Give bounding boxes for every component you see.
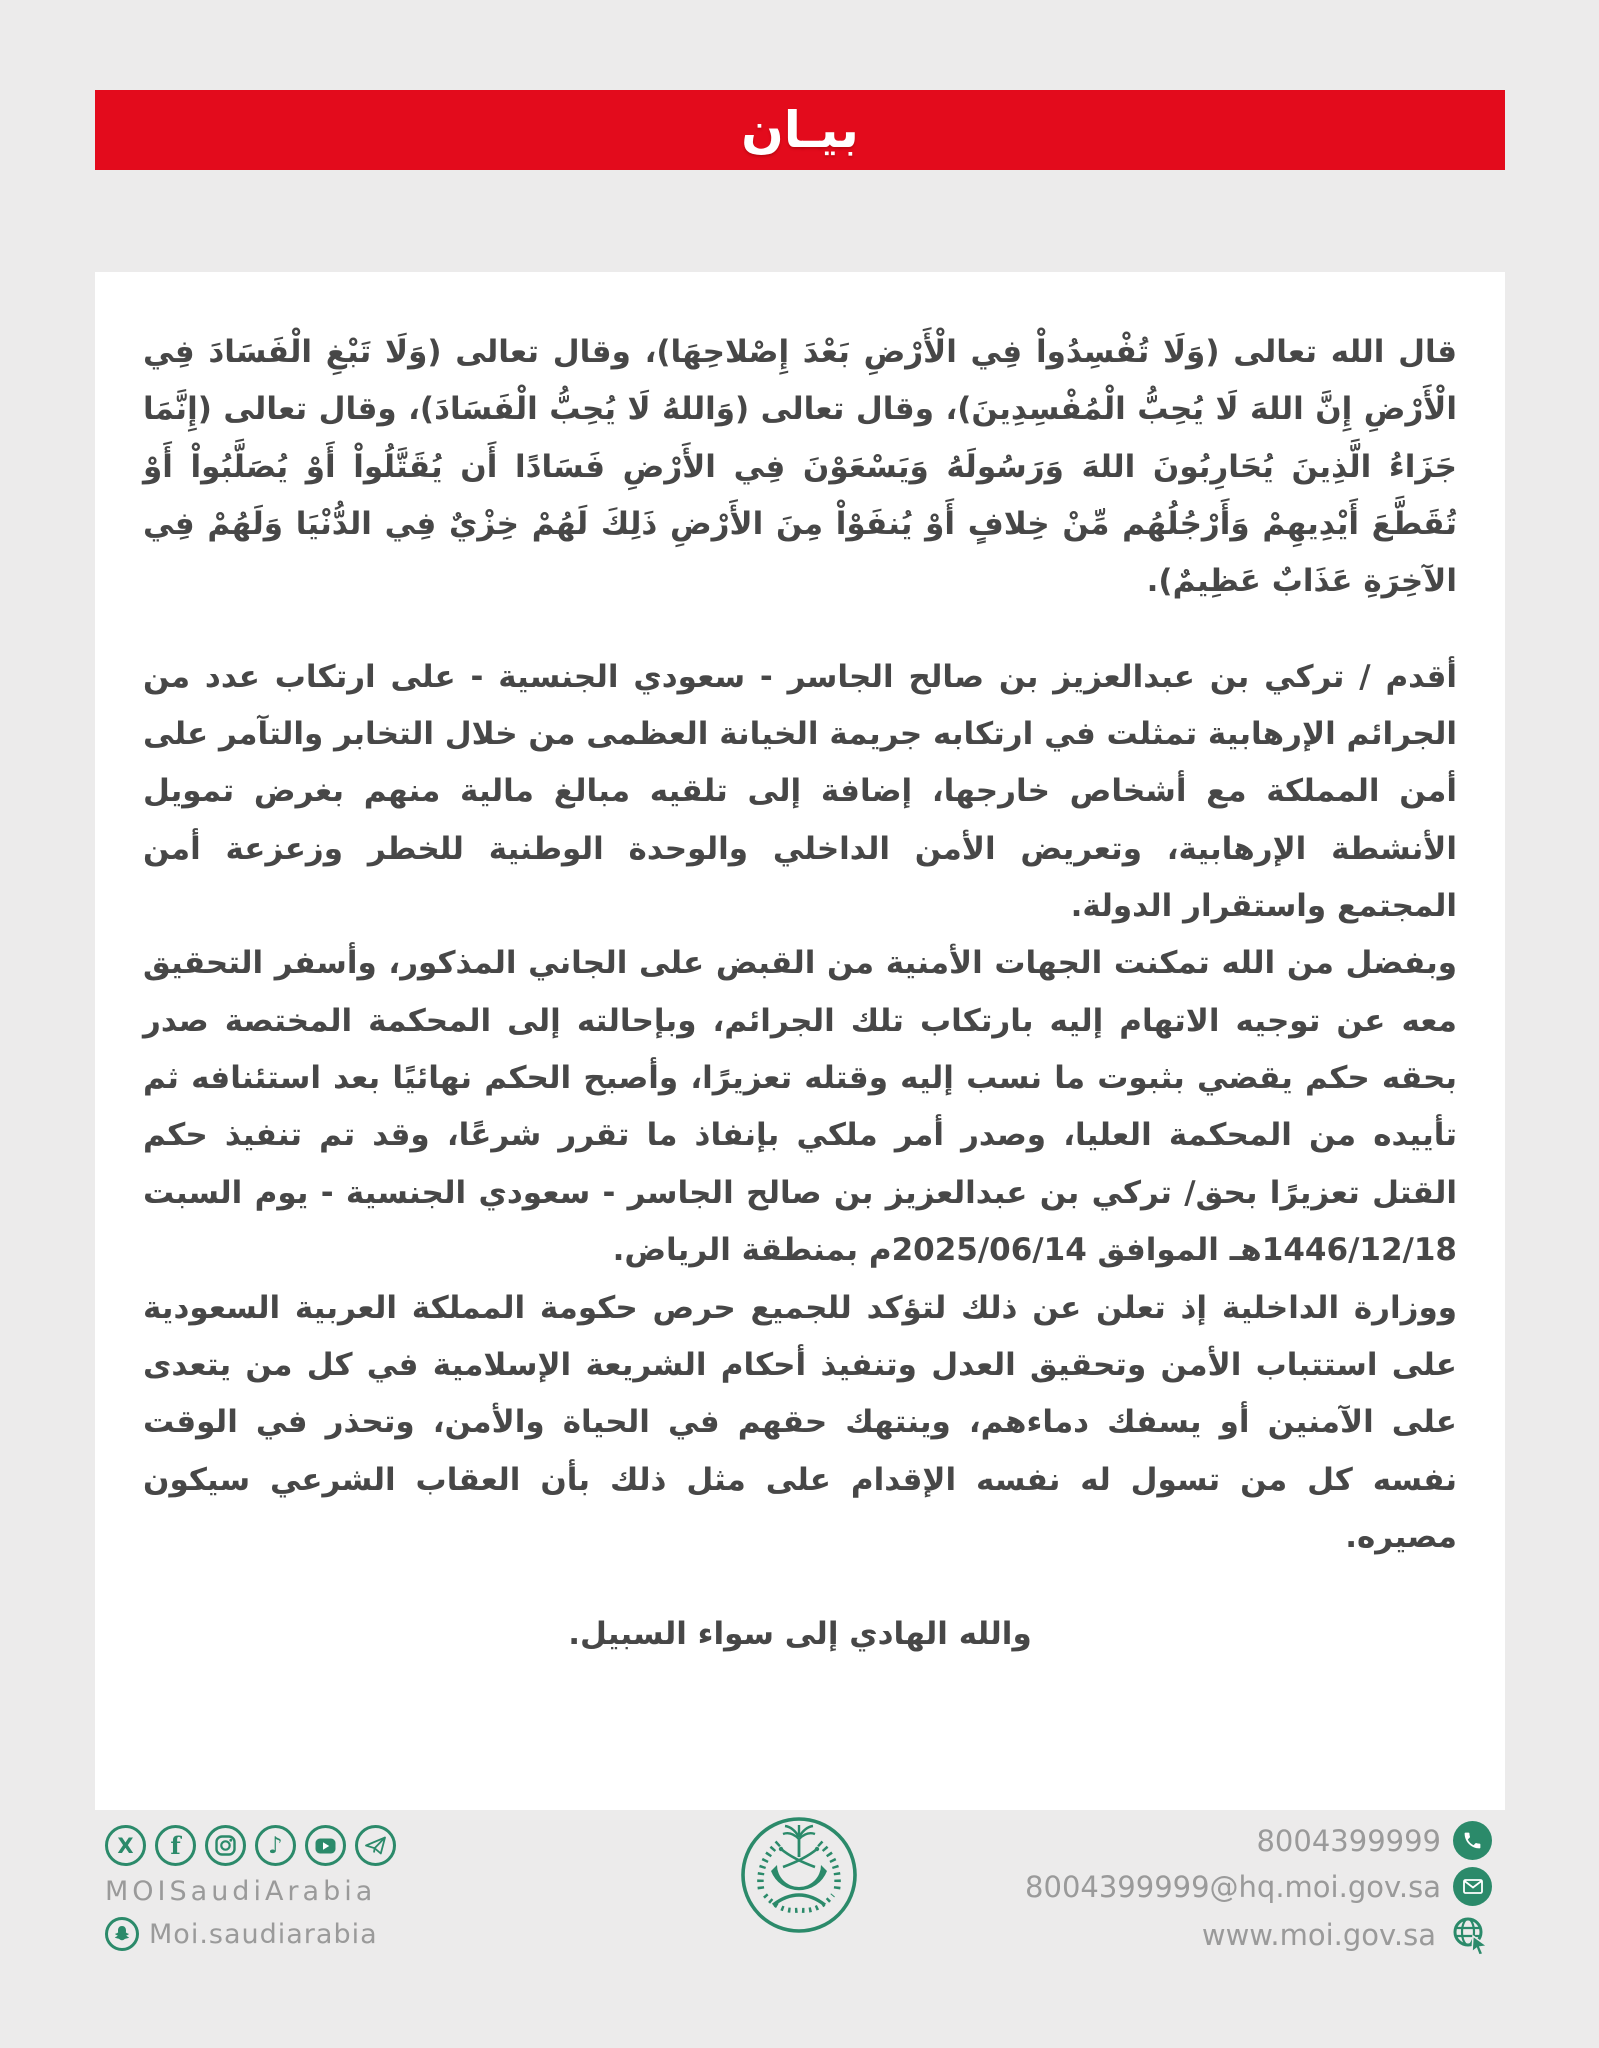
envelope-icon xyxy=(1453,1867,1492,1906)
title-banner xyxy=(95,90,1505,170)
social-handle[interactable]: MOISaudiArabia xyxy=(105,1876,377,1907)
closing-line: والله الهادي إلى سواء السبيل. xyxy=(568,1616,1032,1653)
phone-row xyxy=(1256,1821,1492,1860)
contact-block xyxy=(1025,1821,1492,1957)
footer xyxy=(0,1813,1599,2048)
x-icon[interactable]: X xyxy=(105,1825,146,1866)
phone-icon xyxy=(1453,1821,1492,1860)
snapchat-icon[interactable] xyxy=(105,1917,139,1951)
snapchat-handle[interactable]: Moi.saudiarabia xyxy=(149,1918,378,1950)
moi-emblem xyxy=(735,1813,863,1945)
verdict-paragraph: وبفضل من الله تمكنت الجهات الأمنية من القبض على الجاني المذكور، وأسفر التحقيق معه عن توجيه الاتهام إليه بارتكاب تلك الجرائم، وبإحالته إلى المحكمة المختصة صدر بحقه حكم يقضي بثبوت ما نسب إليه وقتله تعزيرًا، وأصبح الحكم نهائيًا بعد استئنافه ثم تأييده من المحكمة العليا، وصدر أمر ملكي بإنفاذ ما تقرر شرعًا، وقد تم تنفيذ حكم القتل تعزيرًا بحق/ تركي بن عبدالعزيز بن صالح الجاسر - سعودي الجنسية - يوم السبت 1446/12/18هـ الموافق 2025/06/14م بمنطقة الرياض. xyxy=(143,945,1457,1269)
accusation-paragraph: أقدم / تركي بن عبدالعزيز بن صالح الجاسر - سعودي الجنسية - على ارتكاب عدد من الجرائم الإرهابية تمثلت في ارتكابه جريمة الخيانة العظمى من خلال التخابر والتآمر على أمن المملكة مع أشخاص خارجها، إضافة إلى تلقيه مبالغ مالية منهم بغرض تمويل الأنشطة الإرهابية، وتعريض الأمن الداخلي والوحدة الوطنية للخطر وزعزعة أمن المجتمع واستقرار الدولة. xyxy=(143,658,1457,925)
moi-emblem-icon xyxy=(735,1813,863,1941)
instagram-icon[interactable] xyxy=(205,1825,246,1866)
quran-verses-paragraph: قال الله تعالى (وَلَا تُفْسِدُواْ فِي الْأَرْضِ بَعْدَ إِصْلاحِهَا)، وقال تعالى (وَلَا تَبْغِ الْفَسَادَ فِي الْأَرْضِ إِنَّ اللهَ لَا يُحِبُّ الْمُفْسِدِينَ)، وقال تعالى (وَاللهُ لَا يُحِبُّ الْفَسَادَ)، وقال تعالى (إِنَّمَا جَزَاءُ الَّذِينَ يُحَارِبُونَ اللهَ وَرَسُولَهُ وَيَسْعَوْنَ فِي الأَرْضِ فَسَادًا أَن يُقَتَّلُواْ أَوْ يُصَلَّبُواْ أَوْ تُقَطَّعَ أَيْدِيهِمْ وَأَرْجُلُهُم مِّنْ خِلافٍ أَوْ يُنفَوْاْ مِنَ الأَرْضِ ذَلِكَ لَهُمْ خِزْيٌ فِي الدُّنْيَا وَلَهُمْ فِي الآخِرَةِ عَذَابٌ عَظِيمٌ). xyxy=(143,334,1457,600)
tiktok-icon[interactable]: ♪ xyxy=(255,1825,296,1866)
social-icons-row xyxy=(105,1825,396,1866)
email-row xyxy=(1025,1867,1492,1906)
snapchat-row xyxy=(105,1917,396,1951)
website-row xyxy=(1202,1913,1492,1957)
website-url[interactable]: www.moi.gov.sa xyxy=(1201,1918,1436,1952)
page-title: بيـان xyxy=(741,101,859,159)
facebook-icon[interactable]: f xyxy=(155,1825,196,1866)
social-block xyxy=(105,1825,396,1951)
telegram-icon[interactable] xyxy=(355,1825,396,1866)
email-address[interactable]: 8004399999@hq.moi.gov.sa xyxy=(1025,1869,1441,1904)
ministry-declaration-paragraph: ووزارة الداخلية إذ تعلن عن ذلك لتؤكد للجميع حرص حكومة المملكة العربية السعودية على استتباب الأمن وتحقيق العدل وتنفيذ أحكام الشريعة الإسلامية في كل من يتعدى على الآمنين أو يسفك دماءهم، وينتهك حقهم في الحياة والأمن، وتحذر في الوقت نفسه كل من تسول له نفسه الإقدام على مثل ذلك بأن العقاب الشرعي سيكون مصيره. xyxy=(143,1289,1457,1555)
youtube-icon[interactable] xyxy=(305,1825,346,1866)
statement-card xyxy=(95,272,1505,1810)
phone-number[interactable]: 8004399999 xyxy=(1256,1823,1441,1858)
globe-icon xyxy=(1448,1913,1492,1957)
